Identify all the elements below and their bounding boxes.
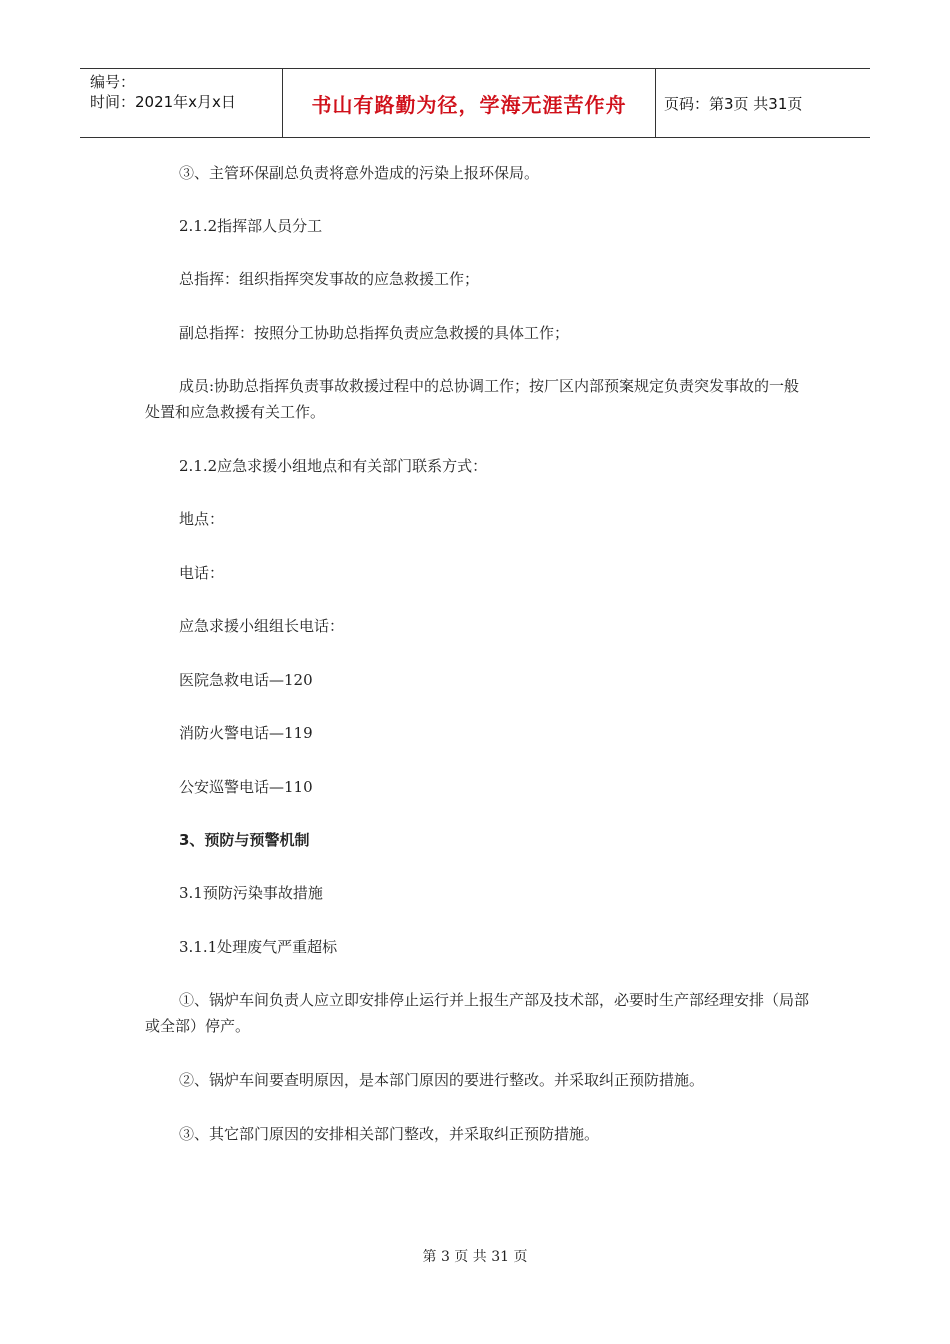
paragraph: ②、锅炉车间要查明原因，是本部门原因的要进行整改。并采取纠正预防措施。: [179, 1071, 705, 1089]
section-heading: 3、预防与预警机制: [179, 831, 310, 849]
section-heading: 2.1.2指挥部人员分工: [179, 217, 323, 235]
section-heading: 3.1.1处理废气严重超标: [179, 938, 338, 956]
paragraph: 应急求援小组组长电话：: [179, 617, 345, 635]
document-number-label: 编号：: [90, 73, 136, 91]
page-info-text: 页码：第3页 共31页: [664, 94, 803, 113]
page-header: [80, 68, 870, 138]
header-page-info: [655, 69, 870, 137]
section-heading: 2.1.2应急求援小组地点和有关部门联系方式：: [179, 457, 488, 475]
page-footer: 第 3 页 共 31 页: [422, 1249, 528, 1265]
section-heading: 3.1预防污染事故措施: [179, 884, 323, 902]
paragraph: ③、主管环保副总负责将意外造成的污染上报环保局。: [179, 164, 540, 182]
paragraph: 医院急救电话—120: [179, 671, 313, 689]
paragraph: 地点：: [179, 510, 225, 528]
document-date-label: 时间：2021年x月x日: [90, 93, 236, 111]
paragraph: ①、锅炉车间负责人应立即安排停止运行并上报生产部及技术部，必要时生产部经理安排（局部或全部）停产。: [145, 991, 810, 1035]
paragraph: ③、其它部门原因的安排相关部门整改，并采取纠正预防措施。: [179, 1125, 600, 1143]
paragraph: 总指挥：组织指挥突发事故的应急救援工作；: [179, 270, 480, 288]
paragraph: 副总指挥：按照分工协助总指挥负责应急救援的具体工作；: [179, 324, 570, 342]
paragraph: 消防火警电话—119: [179, 724, 313, 742]
header-meta: [80, 69, 282, 137]
paragraph: 成员:协助总指挥负责事故救援过程中的总协调工作；按厂区内部预案规定负责突发事故的一般处置和应急救援有关工作。: [145, 377, 800, 421]
paragraph: 电话：: [179, 564, 225, 582]
header-motto: 书山有路勤为径，学海无涯苦作舟: [282, 69, 656, 137]
paragraph: 公安巡警电话—110: [179, 778, 313, 796]
